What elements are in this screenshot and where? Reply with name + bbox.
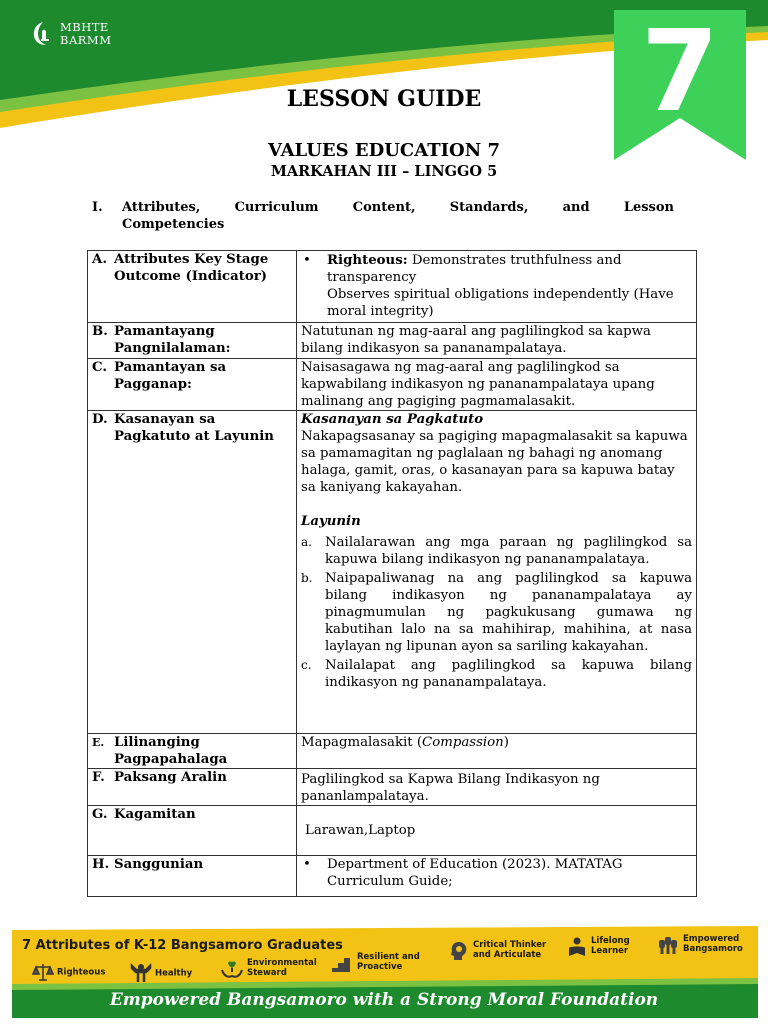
logo-line-1: MBHTE [60, 20, 109, 34]
row-label-text: Pamantayang Pangnilalaman: [114, 324, 231, 356]
attribute-label: Environmental Steward [247, 958, 317, 978]
mbhte-logo [30, 20, 111, 48]
footer-title: 7 Attributes of K-12 Bangsamoro Graduates [22, 938, 343, 953]
row-label-text: Sanggunian [114, 857, 204, 872]
attribute-empowered [656, 934, 746, 956]
bullet: • [303, 253, 311, 268]
footer-slogan: Empowered Bangsamoro with a Strong Moral Foundation [109, 990, 659, 1010]
attribute-resilient [330, 952, 426, 974]
attribute-critical-thinker [448, 940, 548, 962]
plant-hands-icon [220, 958, 244, 980]
row-e-content [297, 734, 697, 769]
attribute-label: Lifelong Learner [591, 936, 630, 956]
subheading-layunin: Layunin [301, 514, 361, 529]
subheading-kasanayan: Kasanayan sa Pagkatuto [301, 412, 484, 427]
righteous-text: Demonstrates truthfulness and transparency [327, 253, 622, 285]
lesson-guide-table [87, 250, 697, 897]
row-f-label [88, 769, 297, 806]
row-h-label [88, 856, 297, 897]
grade-number: 7 [641, 7, 719, 137]
row-g-content [297, 806, 697, 856]
list-item [301, 657, 692, 691]
row-h-content [297, 856, 697, 897]
bullet: • [303, 857, 311, 872]
list-item-text: Nailalapat ang paglilingkod sa kapuwa bilang indikasyon ng pananampalataya. [325, 658, 692, 690]
stairs-icon [330, 952, 354, 974]
row-letter: F. [92, 770, 105, 785]
attribute-healthy [130, 962, 192, 984]
section-heading [92, 199, 674, 233]
table-row-f [88, 769, 697, 806]
attribute-righteous [32, 962, 105, 982]
row-letter: H. [92, 857, 110, 872]
righteous-lead: Righteous: [327, 253, 408, 268]
section-heading-line-2: Competencies [122, 217, 225, 232]
row-label-text: Kasanayan sa Pagkatuto at Layunin [114, 412, 274, 444]
lesson-guide-title: LESSON GUIDE [286, 86, 482, 112]
materials-text: Larawan,Laptop [305, 823, 416, 838]
list-item-text: Nailalarawan ang mga paraan ng paglilingkod sa kapuwa bilang indikasyon ng pananampalataya. [325, 535, 692, 567]
row-letter: D. [92, 412, 108, 427]
attribute-environmental [220, 958, 318, 980]
layunin-list [301, 534, 692, 691]
row-a-label [88, 251, 297, 323]
row-letter: A. [92, 252, 107, 267]
row-letter: B. [92, 324, 108, 339]
righteous-text-2: Observes spiritual obligations independently (Have moral integrity) [327, 287, 674, 319]
value-text: Mapagmalasakit ( [301, 735, 423, 750]
kasanayan-text: Nakapagsasanay sa pagiging mapagmalasakit sa kapuwa sa pamamagitan ng paglalaan ng bahagi ng anomang halaga, gamit, oras, o kasanayan para sa kapuwa batay sa kaniyang kakayahan. [301, 429, 688, 495]
table-row-d [88, 411, 697, 734]
list-item [301, 570, 692, 655]
quarter-week-title: MARKAHAN III – LINGGO 5 [270, 163, 498, 180]
table-row-e [88, 734, 697, 769]
row-letter: E. [92, 736, 105, 749]
attribute-lifelong [566, 936, 646, 958]
table-row-h [88, 856, 697, 897]
row-d-label [88, 411, 297, 734]
row-label-text: Attributes Key Stage Outcome (Indicator) [114, 252, 269, 284]
row-label-text: Kagamitan [114, 807, 196, 822]
section-heading-line-1: Attributes, Curriculum Content, Standards, and Lesson [122, 200, 674, 215]
list-item [301, 534, 692, 568]
table-row-g [88, 806, 697, 856]
reference-text: Department of Education (2023). MATATAG Curriculum Guide; [327, 857, 623, 889]
mosque-logo-icon [30, 20, 56, 48]
row-letter: G. [92, 807, 108, 822]
scales-icon [32, 962, 54, 982]
list-item-text: Naipapaliwanag na ang paglilingkod sa kapuwa bilang indikasyon ng pananampalataya ay pinagmumulan ng pagkukusang gumawa ng kabutihan lalo na sa mahihirap, mahihina, at nasa laylayan ng lipunan ayon sa sariling kakayahan. [325, 571, 692, 654]
head-gears-icon [448, 940, 470, 962]
row-c-label [88, 359, 297, 411]
value-italic: Compassion [422, 735, 504, 750]
list-marker: c. [301, 658, 312, 672]
attribute-label: Righteous [57, 967, 106, 978]
table-row-a [88, 251, 697, 323]
row-d-content [297, 411, 697, 734]
attribute-label: Critical Thinker and Articulate [473, 940, 547, 960]
attribute-label: Empowered Bangsamoro [683, 934, 743, 954]
value-end: ) [503, 735, 509, 750]
section-number: I. [92, 200, 103, 215]
strongman-icon [130, 962, 152, 984]
list-marker: a. [301, 535, 312, 549]
table-row-b [88, 323, 697, 359]
attribute-label: Healthy [155, 968, 193, 979]
row-g-label [88, 806, 297, 856]
row-f-content: Paglilingkod sa Kapwa Bilang Indikasyon ng pananlampalataya. [297, 769, 697, 806]
row-b-label [88, 323, 297, 359]
row-a-content [297, 251, 697, 323]
row-label-text: Paksang Aralin [114, 770, 227, 785]
row-label-text: Lilinanging Pagpapahalaga [114, 735, 228, 767]
row-e-label [88, 734, 297, 769]
row-letter: C. [92, 360, 107, 375]
row-c-content: Naisasagawa ng mag-aaral ang paglilingkod sa kapwabilang indikasyon ng pananampalataya upang malinang ang pagiging pagmamalasakit. [297, 359, 697, 411]
logo-line-2: BARMM [60, 33, 112, 47]
table-row-c [88, 359, 697, 411]
raised-fists-icon [656, 934, 680, 956]
subject-title: VALUES EDUCATION 7 [268, 140, 500, 161]
row-label-text: Pamantayan sa Pagganap: [114, 360, 227, 392]
row-b-content: Natutunan ng mag-aaral ang paglilingkod sa kapwa bilang indikasyon sa pananampalataya. [297, 323, 697, 359]
reader-icon [566, 936, 588, 958]
list-marker: b. [301, 571, 313, 585]
attribute-label: Resilient and Proactive [357, 952, 420, 972]
